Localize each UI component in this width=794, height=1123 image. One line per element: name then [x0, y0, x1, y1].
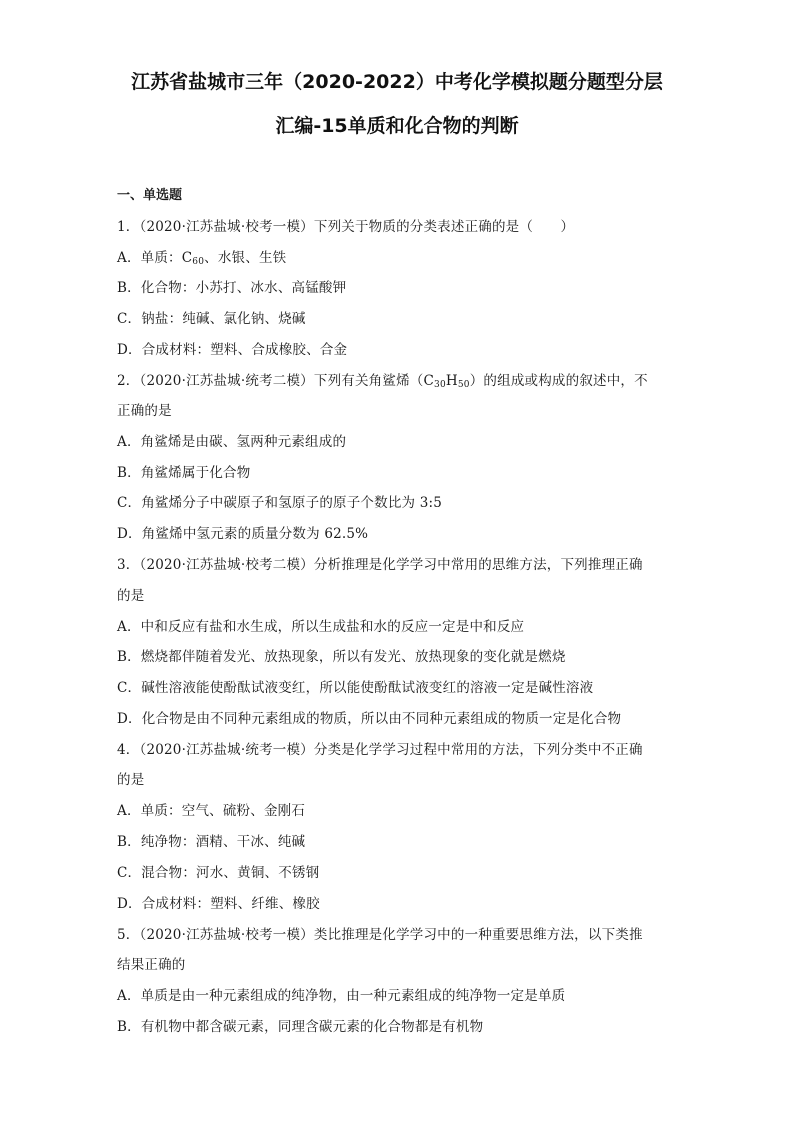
question-4-stem: 4．（2020·江苏盐城·统考一模）分类是化学学习过程中常用的方法，下列分类中不正确 — [117, 742, 643, 758]
question-5-option-a: A．单质是由一种元素组成的纯净物，由一种元素组成的纯净物一定是单质 — [117, 988, 566, 1004]
question-3-option-a: A．中和反应有盐和水生成，所以生成盐和水的反应一定是中和反应 — [117, 619, 525, 635]
question-4-option-c: C．混合物：河水、黄铜、不锈钢 — [117, 865, 320, 881]
section-heading: 一、单选题 — [117, 188, 183, 203]
document-title-line-1: 江苏省盐城市三年（2020-2022）中考化学模拟题分题型分层 — [131, 71, 663, 93]
question-2-stem-continued: 正确的是 — [117, 403, 172, 419]
subscript: 60 — [192, 257, 205, 267]
question-2-option-a: A．角鲨烯是由碳、氢两种元素组成的 — [117, 434, 347, 450]
question-1-option-a: A．单质：$C_{60}$、水银、生铁 — [117, 250, 287, 267]
question-4-option-b: B．纯净物：酒精、干冰、纯碱 — [117, 834, 306, 850]
question-1-option-b: B．化合物：小苏打、冰水、高锰酸钾 — [117, 280, 347, 296]
question-4-option-d: D．合成材料：塑料、纤维、橡胶 — [117, 896, 320, 912]
question-2-option-d: D．角鲨烯中氢元素的质量分数为 62.5% — [117, 526, 369, 542]
question-3-stem-continued: 的是 — [117, 588, 145, 604]
question-3-option-b: B．燃烧都伴随着发光、放热现象，所以有发光、放热现象的变化就是燃烧 — [117, 649, 566, 665]
question-3-option-c: C．碱性溶液能使酚酞试液变红，所以能使酚酞试液变红的溶液一定是碱性溶液 — [117, 680, 594, 696]
question-5-stem-continued: 结果正确的 — [117, 957, 186, 973]
question-4-option-a: A．单质：空气、硫粉、金刚石 — [117, 803, 306, 819]
subscript: 50 — [457, 380, 470, 390]
question-3-stem: 3．（2020·江苏盐城·校考二模）分析推理是化学学习中常用的思维方法，下列推理正确 — [117, 557, 643, 573]
question-2-option-b: B．角鲨烯属于化合物 — [117, 465, 251, 481]
question-2-option-c: C．角鲨烯分子中碳原子和氢原子的原子个数比为 3:5 — [117, 495, 443, 511]
question-1-option-d: D．合成材料：塑料、合成橡胶、合金 — [117, 342, 348, 358]
question-4-stem-continued: 的是 — [117, 772, 145, 788]
question-1-stem: 1．（2020·江苏盐城·校考一模）下列关于物质的分类表述正确的是（ ） — [117, 219, 575, 235]
question-3-option-d: D．化合物是由不同种元素组成的物质，所以由不同种元素组成的物质一定是化合物 — [117, 711, 622, 727]
subscript: 30 — [434, 380, 446, 390]
question-5-option-b: B．有机物中都含碳元素，同理含碳元素的化合物都是有机物 — [117, 1019, 484, 1035]
document-title-line-2: 汇编-15单质和化合物的判断 — [275, 115, 519, 137]
question-5-stem: 5．（2020·江苏盐城·校考一模）类比推理是化学学习中的一种重要思维方法，以下类推 — [117, 927, 643, 943]
question-1-option-c: C．钠盐：纯碱、氯化钠、烧碱 — [117, 311, 306, 327]
question-2-stem: 2．（2020·江苏盐城·统考二模）下列有关角鲨烯$(C_{30}H_{50})$的组成或构成的叙述中，不 — [117, 373, 648, 390]
